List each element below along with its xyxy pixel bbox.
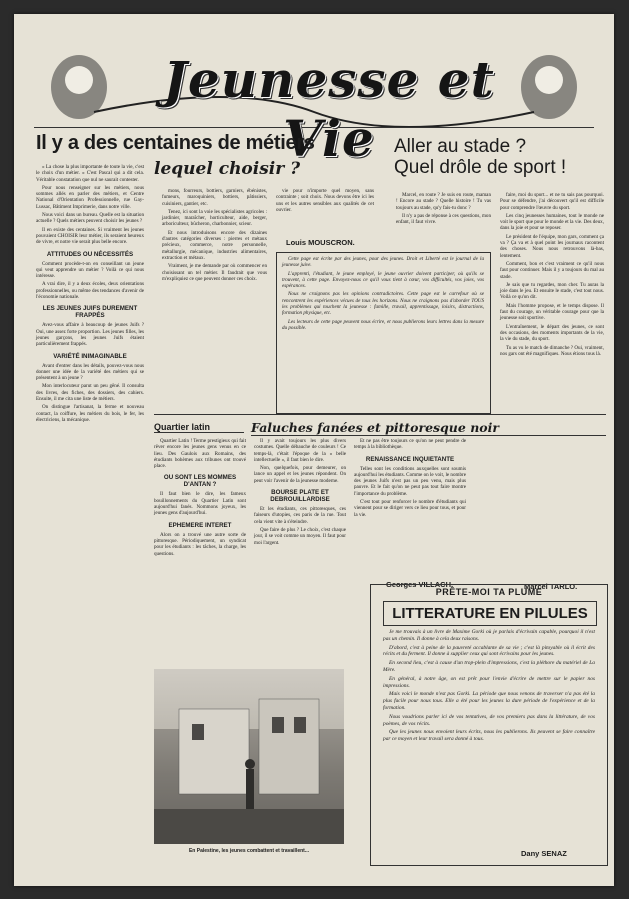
masthead-title: Jeunesse et Vie — [163, 50, 495, 168]
main-headline: Il y a des centaines de métiers — [36, 132, 315, 154]
main-article-column-1: « La chose la plus importante de toute la vie, c'est le choix d'un métier. » C'est Pascal qui a dit cela. Véritable constatation que nul ne saurait contester. Pour nous renseigner sur les métiers, nous sommes allés en parler des métiers, et Centre National d'Orientation Professionnelle, rue Gay-Lussac, Bâtiment Imprimerie, dans notre ville. Nous voici dans un bureau. Quelle est la situation actuelle ? Quels métiers peuvent choisir les jeunes ? Il en existe des centaines. Si vraiment les jeunes pouvaient CHOISIR leur métier, ils seraient heureux de vivre, et notre vie serait plus belle encore. ATTITUDES OU NÉCESSITÉS Comment procède-t-on en conseillant un jeune qui veut apprendre un métier ? Voilà ce qui nous intéresse. A vrai dire, il y a deux écoles, deux orientations professionnelles, ou même des tendances d'avenir de l'économie nationale. LES JEUNES JUIFS DUREMENT FRAPPÉS Avez-vous affaire à beaucoup de jeunes Juifs ? Oui, une assez forte proportion. Les jeunes filles, les jeunes garçons, les jeunes Juifs étaient particulièrement frappés. VARIÉTÉ INIMAGINABLE Avant d'entrer dans les détails, pouvez-vous nous donner une idée de la variété des métiers qui se présentent à un jeune ? Mon interlocuteur parut un peu gêné. Il consulta des livres, des fiches, des dossiers, des cahiers. Ensuite, il me cita une liste de métiers. On distingue l'artisanat, la ferme et nouveau contact, la coiffure, les métiers du bois, le fer, les électriciens, la mécanique. — [36, 164, 144, 423]
litterature-title: LITTERATURE EN PILULES — [383, 601, 597, 626]
main-article-column-3: vie pour n'importe quel moyen, sans contrainte ; soit choix. Nous devons être ici les uns et les autres sensibles aux qualités de cet ouvrier. — [276, 188, 374, 213]
quartier-column-2: Il y avait toujours les plus divers costumes. Quelle débauche de couleurs ! Ce temps-là, c'était l'époque de la « belle intellectuelle », il faut bien le dire. Non, quelquefois, pour demeurer, on lance un appel et les jeunes répondent. On peut voir l'avenir de la jeunesse moderne. BOURSE PLATE ET DEBROUILLARDISE Et les étudiants, ces pittoresques, ces faiseurs d'utopies, ces paris de la rue. Tout cela vient vite à s'éteindre. Que faire de plus ? Le choix, c'est chaque jour, il se voit comme un moyen. Il faut pour moi l'argent. — [254, 438, 346, 546]
photo-scene — [154, 669, 344, 844]
quartier-signature: Georges VILLACH. — [386, 580, 454, 589]
section-heading: VARIÉTÉ INIMAGINABLE — [53, 352, 127, 360]
main-subhead: lequel choisir ? — [154, 159, 301, 179]
main-signature: Louis MOUSCRON. — [286, 238, 355, 247]
section-heading: BOURSE PLATE ET DEBROUILLARDISE — [270, 489, 330, 504]
sport-headline-line-2: Quel drôle de sport ! — [394, 157, 567, 178]
litterature-text: Je me trouvais à un livre de Maxime Gorki où je parlais d'écrivain capable, pourquoi il n'est pas un chemin. Il donne à cela deux raisons. D'abord, c'est à peine de la pauvreté accablante de sa vie ; c'est là pitoyable où il écrit des récits et du ferment. Il donne à supplier ceux qui sont écrivains pour les jeunes. En second lieu, c'est à cause d'un trop-plein d'impressions, c'est la pléthore du matériel de La Mère. En général, à notre âge, on est prêt pour l'envie d'écrire de mettre sur le papier nos impressions. Mais voici le monde n'est pas Gorki. La période que nous venons de traverser n'a pas été la plus facile pour nous tous. Elle a été pour les jeunes la dure période de l'expérience et de la formation. Nous voudrions parler ici de vos tentatives, de vos premiers pas dans la littérature, de vos poèmes, de vos récits. Que les jeunes nous envoient leurs écrits, nous les publierons. Ils peuvent se faire connaître par ce moyen et leur travail sera donné à tous. — [383, 629, 595, 743]
sport-headline — [394, 136, 604, 178]
quartier-latin-label: Quartier latin — [154, 422, 244, 433]
section-heading: LES JEUNES JUIFS DUREMENT FRAPPÉS — [42, 305, 138, 320]
litterature-kicker: PRÊTE-MOI TA PLUME — [435, 587, 543, 597]
sport-article-column-1: Marcel, en route ? Je suis en route, maman ! Encore au stade ? Quelle histoire ! Tu vas toujours au stade, qu'y fais-tu donc ? Il n'y a pas de réponse à ces questions, mon enfant, il faut vivre. — [396, 192, 491, 226]
section-heading: EPHEMERE INTERET — [168, 521, 232, 529]
litterature-box — [370, 584, 608, 866]
quartier-column-3: Et ne pas être toujours ce qu'on ne peut pendre de temps à la bibliothèque. RENAISSANCE INQUIETANTE Telles sont les conditions auxquelles sont soumis aujourd'hui les étudiants. Comme on le voit, le nombre des jeunes Juifs n'est pas un peu venu, mais plus pauvre. Et le fait qu'on ne peut pas tout faire montre l'importance du problème. C'est tout pour renforcer le nombre d'étudiants qui viennent pour se diriger vers ce lieu pour tous, et pour la vie. — [354, 438, 466, 518]
section-heading: OU SONT LES MOMMES D'ANTAN ? — [163, 474, 237, 489]
sport-article-column-2: faire, moi du sport... et ne tu sais pas pourquoi. Pour se défendre, j'ai découvert qu'il est difficile pour comprendre l'œuvre du sport. Les cinq jeunesses humaines, tout le monde ne voit le sport que pour le monde et la vie. Des deux, dans la joie et pour se reposer. Le président de l'équipe, mon gars, comment ça va ? Ça va et à quel point les journaux racontent des choses. Nous nous retrouvons là-bas, lentement. Comment, bon et c'est vraiment ce qu'il nous faut pour continuer. Mais il y a toujours du mal au stade. Je sais que tu regardes, mon cher. Tu auras la joie dans le jeu. Et ensuite le stade, c'est tout nous. Voilà ce qu'on dit. Mais l'homme propose, et le temps dispose. Il faut du courage, un véritable courage pour que la jeunesse soit sportive. L'entraînement, le départ des jeunes, ce sont des occasions, des moments importants de la vie, la vie du stade, du sport. Tu as vu le match de dimanche ? Oui, vraiment, nos gars ont été magnifiques. Nous étions tous là. — [500, 192, 604, 357]
section-divider — [154, 414, 606, 415]
newspaper-page — [14, 14, 614, 886]
sport-headline-line-1: Aller au stade ? — [394, 136, 527, 157]
editorial-text: Cette page est écrite par des jeunes, pour des jeunes. Droit et Liberté est le journal de la jeunesse juive. L'apprenti, l'étudiant, le jeune employé, le jeune ouvrier doivent participer, où qu'ils se trouvent, à cette page. Envoyez-nous ce qu'il vous tient à cœur, vos difficultés, vos joies, vos espérances. Nous ne craignons pas les opinions contradictoires. Cette page est le carrefour où se rencontrent les expériences vécues de tous les horizons. Nous ne craignons pas d'aborder TOUS les problèmes qui touchent la jeunesse : famille, travail, apprentissage, loisirs, distractions, formation physique, etc. Les lecteurs de cette page peuvent nous écrire, et nous publierons leurs lettres dans la mesure du possible. — [282, 256, 484, 331]
section-heading: RENAISSANCE INQUIETANTE — [365, 455, 455, 463]
palestine-photo — [154, 669, 344, 844]
faluches-headline: Faluches fanées et pittoresque noir — [251, 420, 606, 436]
main-article-column-2: mons, fourreurs, bottiers, garniers, ébénistes, fumeurs, maroquiniers, bottiers, pâtissiers, cuisiniers, gantier, etc. Tenez, ici sont la voie les spécialistes agricoles : jardinier, maraîcher, horticulteur, aide, berger, arboriculteur, bûcheron, charbonnier, scieur. Et nous introduisons encore des dizaines d'autres catégories diverses : pierres et métaux précieux, commerce, notre personnelle, métallurgie, mécanique, industries alimentaires, extraction et métaux. Vraiment, je me demande par où commencer en choisissant un tel métier. Il faudrait que vous m'expliquiez ce que peuvent donner ces choix. — [162, 188, 267, 282]
section-heading: ATTITUDES OU NÉCESSITÉS — [46, 250, 134, 258]
quartier-column-1: Quartier Latin ! Terme prestigieux qui fait rêver encore les jeunes gens venus en ce lieu. Des Gaulois aux Romains, des étudiants bohèmes aux tribunes ont trouvé place. OU SONT LES MOMMES D'ANTAN ? Il faut bien le dire, les fameux bouillonnements du Quartier Latin sont aujourd'hui fanés. Nommons joyeux, les jeunes gens d'aujourd'hui. EPHEMERE INTERET Alors on a trouvé une autre sorte de pittoresque. Périodiquement, un syndicat pour les étudiants : les tâches, la charge, les questions. — [154, 438, 246, 557]
sport-signature: Marcel TARLO. — [524, 582, 578, 591]
photo-caption: En Palestine, les jeunes combattent et travaillent... — [188, 848, 310, 854]
litterature-signature: Dany SENAZ — [521, 849, 567, 858]
